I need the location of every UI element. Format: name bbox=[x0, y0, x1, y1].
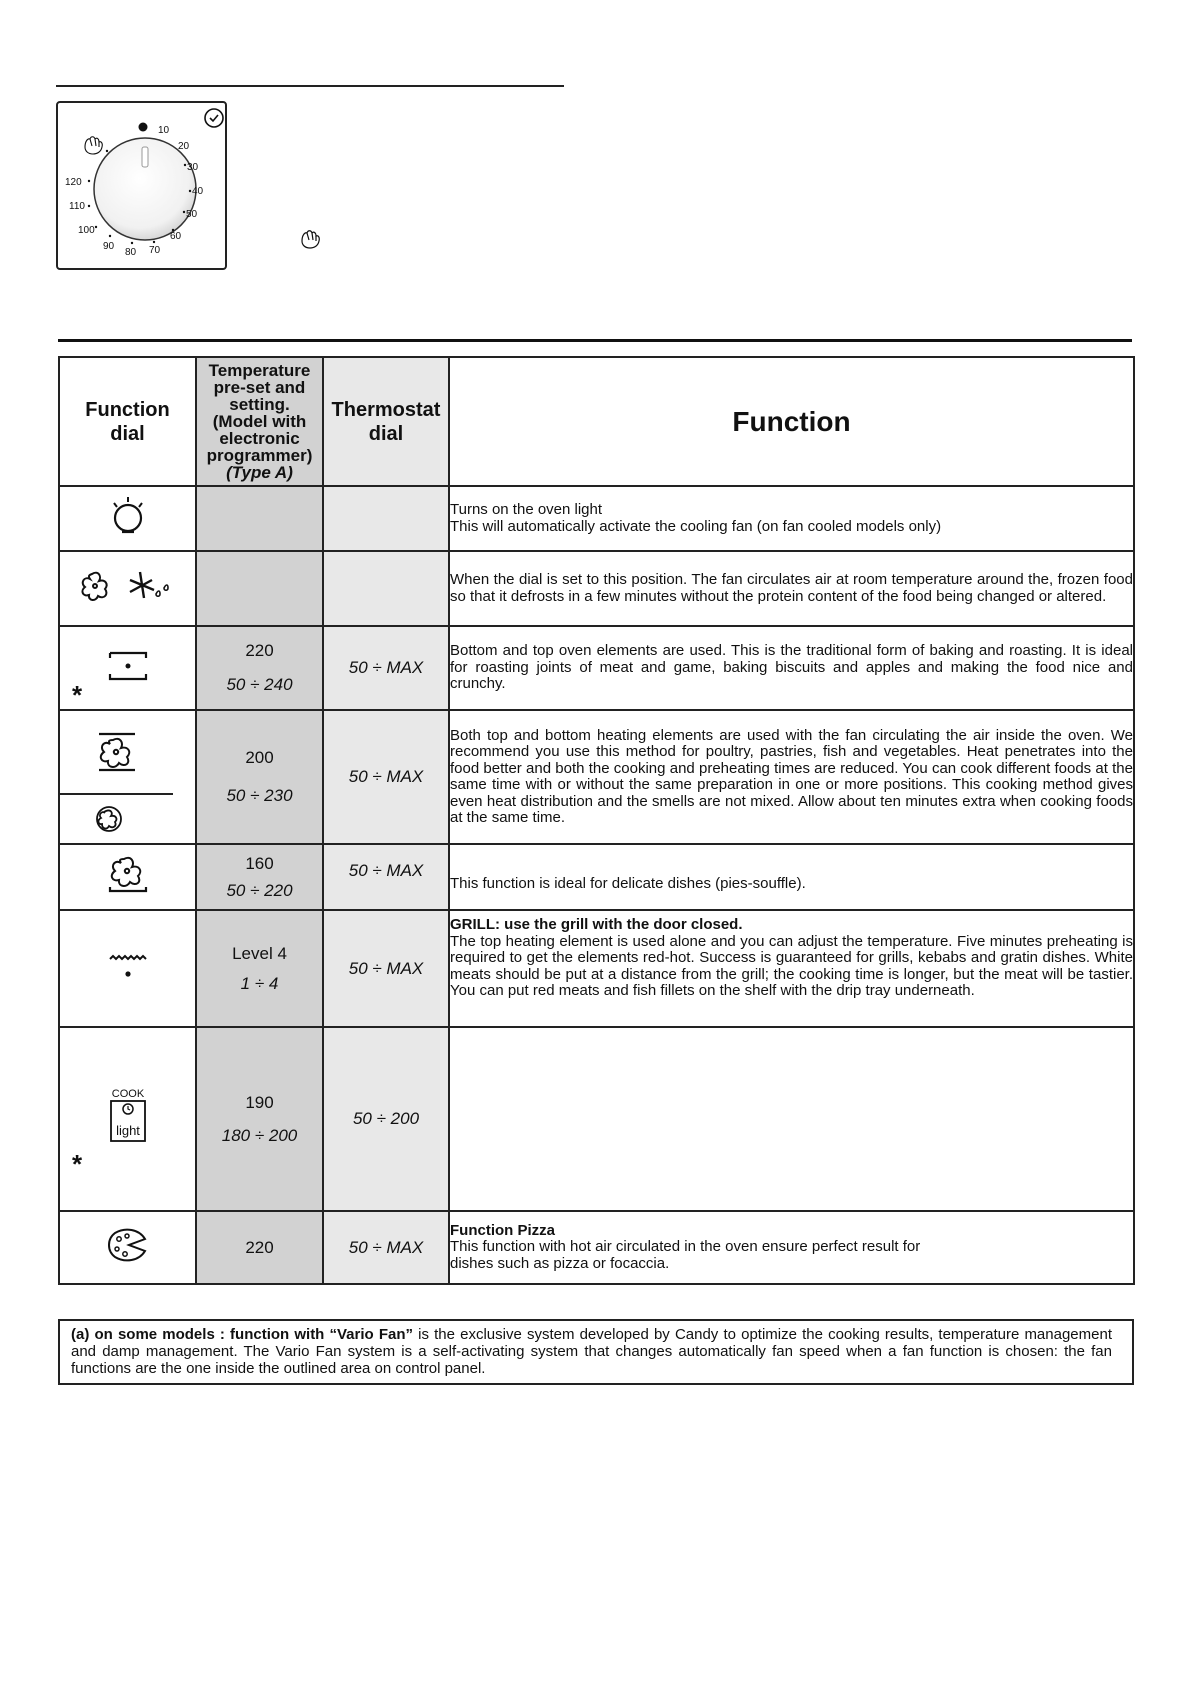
defrost-icon bbox=[78, 566, 178, 606]
fan-ring-icon bbox=[94, 804, 124, 834]
function-icon-cell bbox=[59, 844, 196, 910]
oven-light-icon bbox=[106, 494, 150, 538]
star-marker: * bbox=[72, 1149, 83, 1179]
function-description: When the dial is set to this position. The fan circulates air at room temperature around the, frozen food so that it defrosts in a few minutes without the protein content of the food being changed or altered. bbox=[449, 551, 1134, 626]
preset-temperature: 190 bbox=[245, 1092, 274, 1112]
temperature-range: 50 ÷ 240 bbox=[226, 675, 293, 694]
dial-label-20: 20 bbox=[178, 141, 190, 152]
preset-temperature: 200 bbox=[245, 748, 274, 767]
temperature-range: 1 ÷ 4 bbox=[240, 973, 279, 993]
dial-label-50: 50 bbox=[186, 209, 198, 220]
temperature-range: 180 ÷ 200 bbox=[221, 1125, 298, 1145]
table-row bbox=[59, 910, 1134, 1027]
fan-bottom-heat-icon bbox=[106, 853, 150, 897]
function-description: Both top and bottom heating elements are used with the fan circulating the air inside the oven. We recommend you use this method for poultry, pastries, fish and vegetables. Heat penetrates into the food better and both the cooking and preheating times are reduced. You can cook different foods at the same time with or without the same preparation in one or more positions. This cooking method gives even heat distribution and the smells are not mixed. Allow about ten minutes extra when cooking foods at the same time. bbox=[449, 710, 1134, 844]
dial-label-120: 120 bbox=[65, 177, 82, 188]
dial-label-30: 30 bbox=[187, 162, 199, 173]
top-rule bbox=[56, 85, 564, 87]
dial-label-10: 10 bbox=[158, 125, 170, 136]
temperature-range: 50 ÷ 230 bbox=[226, 786, 293, 805]
hand-icon bbox=[296, 227, 320, 251]
thermostat-range: 50 ÷ MAX bbox=[323, 626, 449, 710]
dial-pointer bbox=[142, 147, 148, 167]
preset-temperature: Level 4 bbox=[232, 943, 287, 963]
fan-heat-icon bbox=[95, 730, 139, 774]
preset-temperature: 220 bbox=[245, 641, 274, 660]
thermostat-range: 50 ÷ MAX bbox=[323, 910, 449, 1027]
svg-text:COOK: COOK bbox=[111, 1087, 144, 1100]
dial-label-40: 40 bbox=[192, 186, 204, 197]
thermostat-range: 50 ÷ MAX bbox=[323, 710, 449, 844]
grill-icon bbox=[106, 944, 150, 988]
header-thermostat: Thermostat dial bbox=[323, 357, 449, 486]
thermostat-range: 50 ÷ 200 bbox=[323, 1027, 449, 1211]
dial-label-80: 80 bbox=[125, 247, 137, 258]
star-marker: * bbox=[72, 680, 83, 710]
table-row bbox=[59, 486, 1134, 551]
clock-icon bbox=[205, 109, 223, 127]
dial-label-60: 60 bbox=[170, 231, 182, 242]
thermostat-range: 50 ÷ MAX bbox=[323, 1211, 449, 1284]
timer-dial-panel bbox=[56, 101, 227, 270]
dial-label-70: 70 bbox=[149, 245, 161, 256]
function-description bbox=[449, 1027, 1134, 1211]
function-icon-cell bbox=[59, 710, 196, 844]
note-text: is the exclusive system developed by Candy to optimize the cooking results, temperature management and damp management. The Vario Fan system is a self-activating system that changes automatically fan speed when a fan function is chosen: the fan functions are the one inside the outlined area on control panel. bbox=[71, 1326, 1112, 1377]
dial-label-100: 100 bbox=[78, 225, 95, 236]
dial-label-110: 110 bbox=[69, 201, 85, 212]
function-icon-cell bbox=[59, 1027, 196, 1211]
function-description: GRILL: use the grill with the door closed. The top heating element is used alone and you can adjust the temperature. Five minutes preheating is required to get the elements red-hot. Success is guaranteed for grills, kebabs and gratin dishes. White meats should be put at a distance from the grill; the cooking time is longer, but the meat will be tastier. You can put red meats and fish fillets on the shelf with the drip tray underneath. bbox=[449, 910, 1134, 1027]
dot-icon bbox=[139, 123, 148, 132]
table-row bbox=[59, 626, 1134, 710]
pizza-icon bbox=[105, 1225, 151, 1265]
table-row bbox=[59, 1027, 1134, 1211]
oven-functions-table bbox=[58, 356, 1135, 1285]
function-icon-cell bbox=[59, 551, 196, 626]
hand-icon bbox=[85, 137, 102, 154]
header-function-dial: Function dial bbox=[59, 357, 196, 486]
timer-dial[interactable] bbox=[58, 103, 225, 268]
table-row bbox=[59, 1211, 1134, 1284]
preset-temperature: 160 bbox=[245, 853, 274, 873]
header-temperature: Temperature pre-set and setting. (Model with electronic programmer) (Type A) bbox=[196, 357, 323, 486]
note-lead: (a) on some models : function with “Vario Fan” bbox=[71, 1326, 413, 1343]
temperature-range: 50 ÷ 220 bbox=[226, 880, 293, 900]
thermostat-range: 50 ÷ MAX bbox=[323, 844, 449, 910]
function-description: Turns on the oven light This will automatically activate the cooling fan (on fan cooled models only) bbox=[449, 486, 1134, 551]
section-rule bbox=[58, 339, 1132, 342]
cook-light-icon bbox=[103, 1087, 153, 1147]
table-header-row bbox=[59, 357, 1134, 486]
function-icon-cell bbox=[59, 910, 196, 1027]
vario-fan-note bbox=[58, 1319, 1134, 1385]
function-description: Function Pizza This function with hot air circulated in the oven ensure perfect result for dishes such as pizza or focaccia. bbox=[449, 1211, 1134, 1284]
function-icon-cell bbox=[59, 1211, 196, 1284]
top-bottom-heat-icon bbox=[106, 644, 150, 688]
preset-temperature: 220 bbox=[196, 1211, 323, 1284]
function-icon-cell bbox=[59, 626, 196, 710]
dial-label-90: 90 bbox=[103, 241, 115, 252]
table-row bbox=[59, 844, 1134, 910]
table-row bbox=[59, 551, 1134, 626]
header-function: Function bbox=[449, 357, 1134, 486]
function-description: This function is ideal for delicate dishes (pies-souffle). bbox=[449, 844, 1134, 910]
function-description: Bottom and top oven elements are used. This is the traditional form of baking and roasting. It is ideal for roasting joints of meat and game, baking biscuits and apples and making the food nice and crunchy. bbox=[449, 626, 1134, 710]
svg-text:light: light bbox=[115, 1122, 140, 1138]
table-row bbox=[59, 710, 1134, 844]
function-icon-cell bbox=[59, 486, 196, 551]
